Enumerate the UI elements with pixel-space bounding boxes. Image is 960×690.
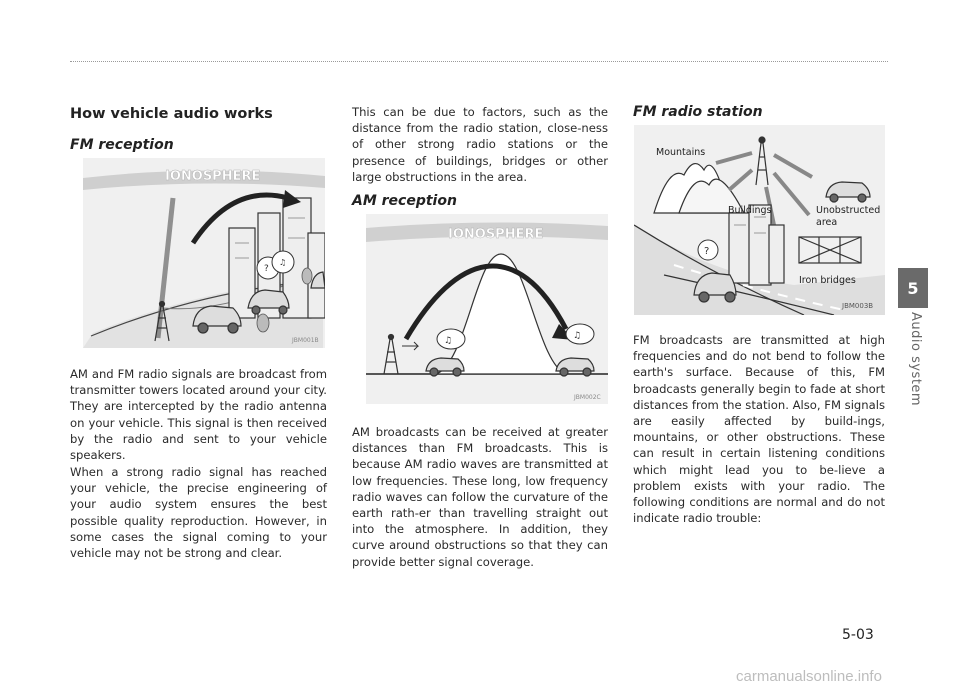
- label-iron-bridges: Iron bridges: [799, 275, 856, 286]
- svg-text:?: ?: [704, 246, 710, 257]
- top-divider: [70, 61, 888, 62]
- label-mountains: Mountains: [656, 147, 706, 158]
- paragraph-fm-broadcasts: FM broadcasts are transmitted at high frequencies and do not bend to follow the earth's surface. Because of this, FM broadcasts generally begin to fade at short distances from the station. Also, FM signals are easily affected by build-ings, mountains, or other obstructions. These can result in certain listening conditions which might lead you to be-lieve a problem exists with your radio. The following conditions are normal and do not indicate radio trouble:: [633, 333, 885, 526]
- fm-radio-station-figure: [634, 125, 885, 315]
- watermark-text: carmanualsonline.info: [736, 668, 882, 685]
- chapter-tab: 5: [898, 268, 928, 308]
- paragraph-am-broadcasts: AM broadcasts can be received at greater distances than FM broadcasts. This is because AM radio waves are transmitted at low frequencies. These long, low frequency radio waves can follow the curvature of the earth rath-er than travelling straight out into the atmosphere. In addition, they curve around obstructions so that they can provide better signal coverage.: [352, 425, 608, 569]
- paragraph-factors: This can be due to factors, such as the distance from the radio station, close-ness of other strong radio stations or the presence of buildings, bridges or other large obstructions in the area.: [352, 105, 608, 184]
- label-unobstructed: Unobstructed: [816, 205, 881, 216]
- section-heading: How vehicle audio works: [70, 106, 273, 122]
- ionosphere-label: IONOSPHERE: [448, 227, 544, 242]
- label-unobstructed-area: area: [816, 217, 838, 228]
- fm-reception-heading: FM reception: [70, 137, 174, 153]
- svg-text:?: ?: [264, 264, 269, 274]
- paragraph-strong-signal: When a strong radio signal has reached your vehicle, the precise engineering of your audio system ensures the best possible quality reproduction. However, in some cases the signal coming to your vehicle may not be strong and clear.: [70, 465, 327, 561]
- figure-code-jbm001b: JBM001B: [292, 337, 319, 344]
- paragraph-fm-am-intro: AM and FM radio signals are broadcast from transmitter towers located around your city. They are intercepted by the radio antenna on your vehicle. This signal is then received by the radio and sent to your vehicle speakers.: [70, 367, 327, 463]
- figure-code-jbm003b: JBM003B: [842, 302, 874, 310]
- svg-text:♫: ♫: [573, 331, 582, 341]
- fm-radio-station-heading: FM radio station: [633, 104, 763, 120]
- svg-text:♫: ♫: [444, 336, 453, 346]
- am-reception-heading: AM reception: [352, 193, 457, 209]
- page-number: 5-03: [842, 627, 874, 643]
- am-reception-figure: [366, 214, 608, 404]
- svg-text:♫: ♫: [279, 258, 287, 267]
- ionosphere-label: IONOSPHERE: [165, 169, 261, 184]
- chapter-title-vertical: Audio system: [908, 312, 923, 407]
- figure-code-jbm002c: JBM002C: [574, 394, 601, 401]
- label-buildings: Buildings: [728, 205, 772, 216]
- fm-reception-figure: [83, 158, 325, 348]
